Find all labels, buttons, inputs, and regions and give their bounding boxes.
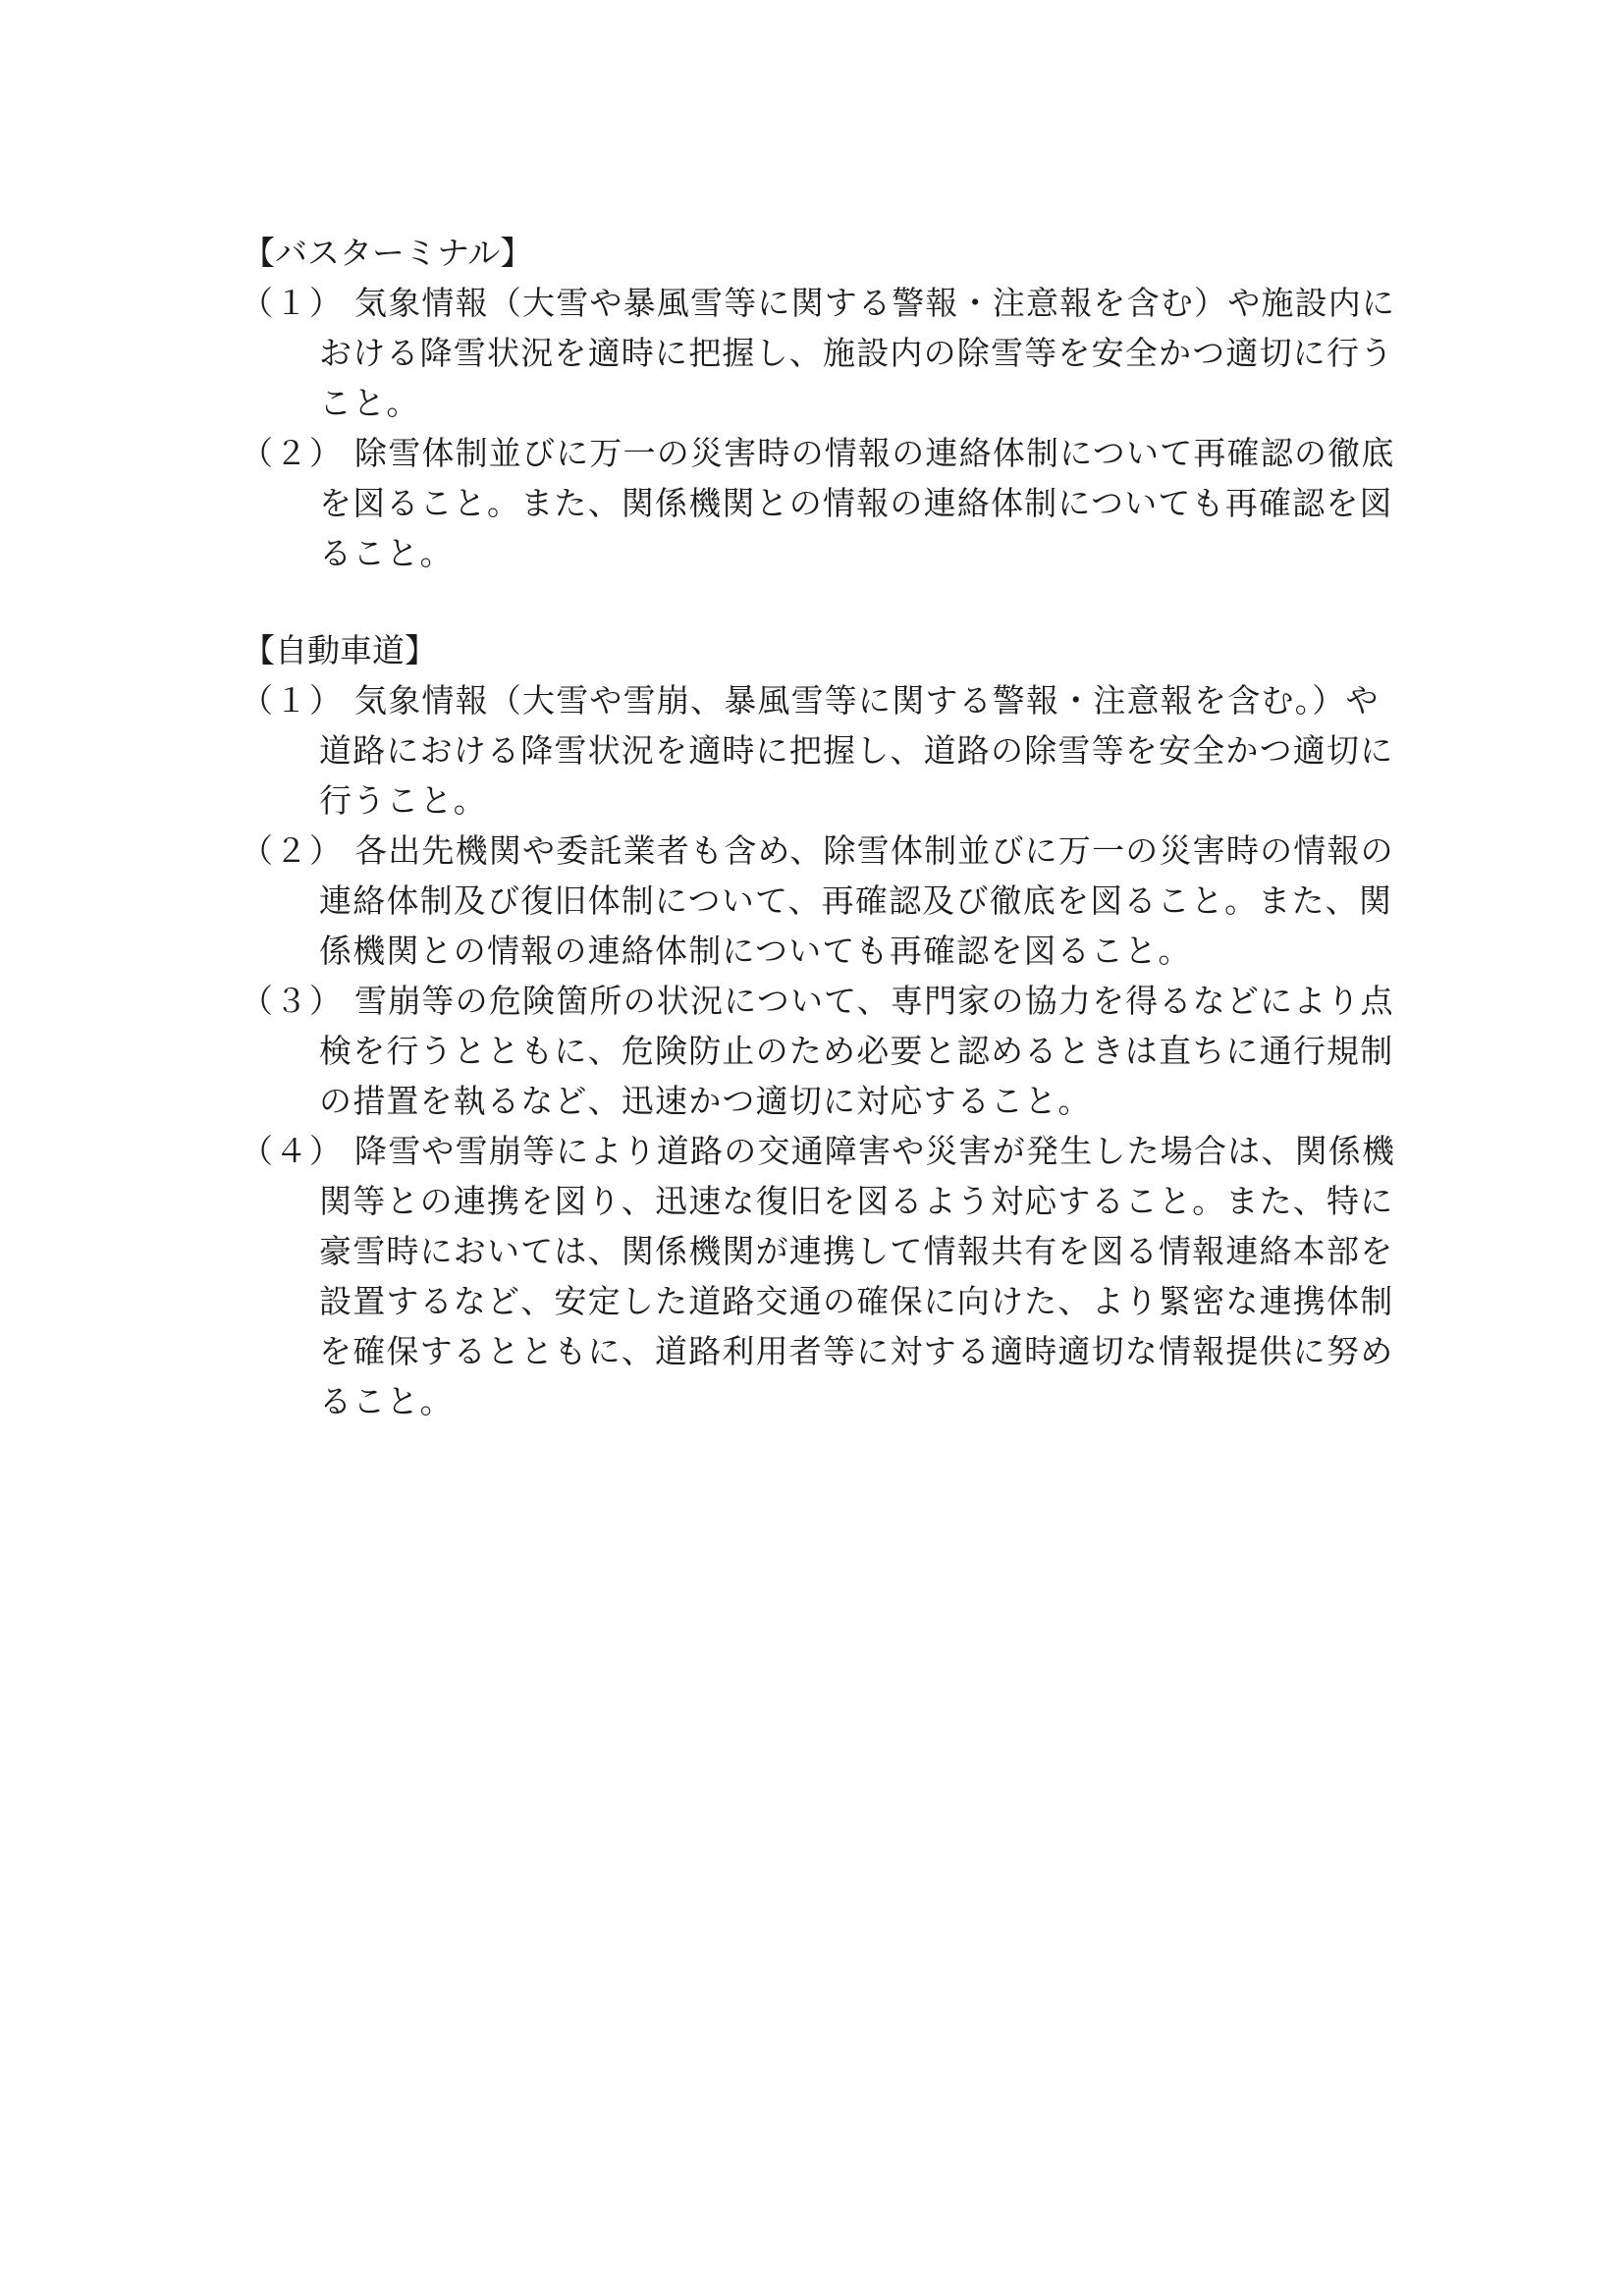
section-heading: 【自動車道】 [243,631,437,669]
list-item [241,826,1409,976]
section-heading: 【バスターミナル】 [243,234,533,272]
item-text: 気象情報（大雪や雪崩、暴風雪等に関する警報・注意報を含む。）や道路における降雪状況を適時に把握し、道路の除雪等を安全かつ適切に行うこと。 [319,681,1394,820]
item-number: （４） [241,1132,344,1170]
document-body [241,228,1409,1426]
item-text: 雪崩等の危険箇所の状況について、専門家の協力を得るなどにより点検を行うとともに、危険防止のため必要と認めるときは直ちに通行規制の措置を執るなど、迅速かつ適切に対応すること。 [319,982,1394,1120]
list-item [241,976,1409,1126]
item-number: （２） [241,831,344,870]
item-number: （２） [241,434,344,472]
list-item [241,428,1409,578]
item-number: （１） [241,284,344,322]
list-item [241,675,1409,826]
item-number: （１） [241,681,344,720]
item-text: 気象情報（大雪や暴風雪等に関する警報・注意報を含む）や施設内における降雪状況を適時に把握し、施設内の除雪等を安全かつ適切に行うこと。 [319,284,1396,422]
item-text: 降雪や雪崩等により道路の交通障害や災害が発生した場合は、関係機関等との連携を図り、迅速な復旧を図るよう対応すること。また、特に豪雪時においては、関係機関が連携して情報共有を図る情報連絡本部を設置するなど、安定した道路交通の確保に向けた、より緊密な連携体制を確保するとともに、道路利用者等に対する適時適切な情報提供に努めること。 [319,1132,1396,1420]
item-text: 除雪体制並びに万一の災害時の情報の連絡体制について再確認の徹底を図ること。また、関係機関との情報の連絡体制についても再確認を図ること。 [319,434,1395,572]
list-item [241,1126,1409,1426]
section-motorway [241,625,1409,1426]
item-number: （３） [241,982,344,1020]
section-bus-terminal [241,228,1409,578]
item-text: 各出先機関や委託業者も含め、除雪体制並びに万一の災害時の情報の連絡体制及び復旧体制について、再確認及び徹底を図ること。また、関係機関との情報の連絡体制についても再確認を図ること。 [319,831,1394,970]
list-item [241,278,1409,428]
